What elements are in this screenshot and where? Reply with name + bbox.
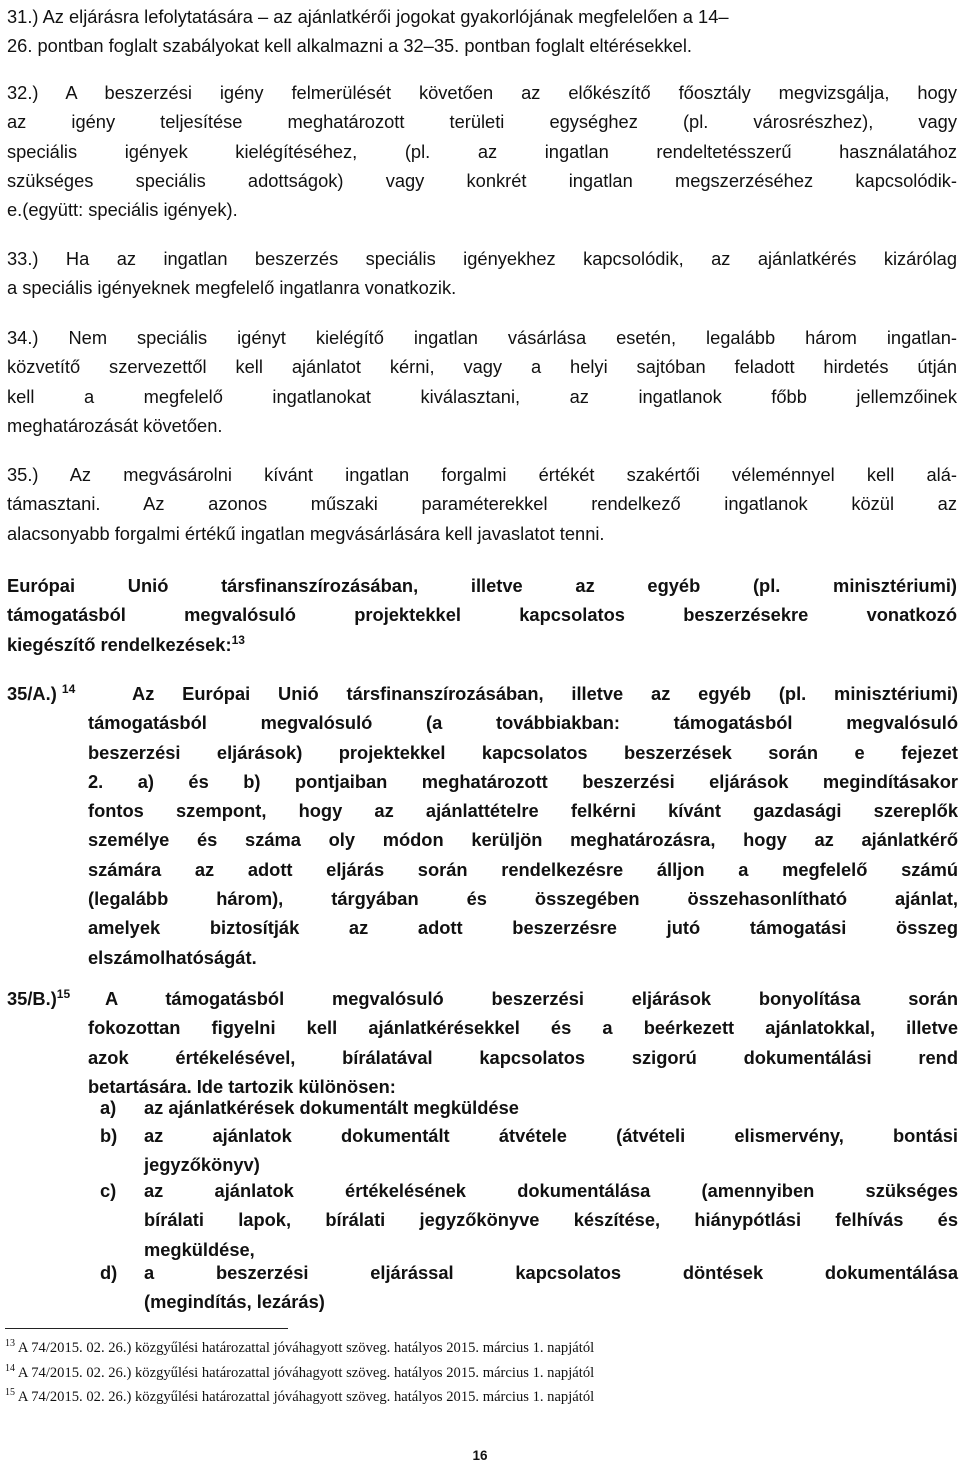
paragraph-35b	[88, 984, 958, 1101]
page-number: 16	[472, 1448, 488, 1463]
list-item-line: bírálati lapok, bírálati jegyzőkönyve készítése, hiánypótlási felhívás és	[144, 1209, 958, 1231]
paragraph-35b-line: azok értékelésével, bírálatával kapcsolatos szigorú dokumentálási rend	[88, 1046, 958, 1068]
list-item-letter: b)	[100, 1125, 118, 1146]
footnote-14	[5, 1361, 955, 1386]
list-item-line: jegyzőkönyv)	[144, 1154, 260, 1176]
section-heading-line: Európai Unió társfinanszírozásában, illetve az egyéb (pl. minisztériumi)	[7, 575, 957, 596]
paragraph-35b-line: betartására. Ide tartozik különösen:	[88, 1075, 396, 1097]
paragraph-32-line: 32.) A beszerzési igény felmerülését követően az előkészítő főosztály megvizsgálja, hogy	[7, 82, 957, 103]
paragraph-35a-line: 2. a) és b) pontjaiban meghatározott beszerzési eljárások megindításakor	[88, 770, 958, 792]
section-heading	[7, 571, 957, 659]
list-item-line: az ajánlatok dokumentált átvétele (átvételi elismervény, bontási	[144, 1125, 958, 1146]
paragraph-35a-line: támogatásból megvalósuló (a továbbiakban: támogatásból megvalósuló	[88, 712, 958, 734]
paragraph-35b-number: 35/B.)	[7, 988, 57, 1009]
paragraph-35b-label	[7, 984, 70, 1013]
paragraph-34	[7, 323, 957, 440]
list-item-line: (megindítás, lezárás)	[144, 1291, 325, 1313]
footnote-separator	[5, 1328, 288, 1329]
footnote-number: 13	[5, 1338, 15, 1350]
paragraph-35	[7, 460, 957, 548]
section-heading-text: kiegészítő rendelkezések:	[7, 633, 232, 655]
paragraph-35a-number: 35/A.)	[7, 683, 57, 704]
paragraph-35-line: alacsonyabb forgalmi értékű ingatlan megvásárlására kell javaslatot tenni.	[7, 522, 605, 544]
footnote-text: A 74/2015. 02. 26.) közgyűlési határozattal jóváhagyott szöveg. hatályos 2015. március 1. napjától	[17, 1340, 595, 1356]
paragraph-35a-line: számára az adott eljárás során rendelkezésre álljon a megfelelő számú	[88, 858, 958, 880]
paragraph-31	[7, 2, 957, 61]
paragraph-33-line: a speciális igényeknek megfelelő ingatlanra vonatkozik.	[7, 277, 457, 299]
paragraph-32-line: speciális igények kielégítéséhez, (pl. az ingatlan rendeltetésszerű használatához	[7, 140, 957, 162]
paragraph-35a-line: személye és száma oly módon kerüljön meghatározásra, hogy az ajánlatkérő	[88, 829, 958, 851]
paragraph-34-line: kell a megfelelő ingatlanokat kiválasztani, az ingatlanok főbb jellemzőinek	[7, 385, 957, 407]
paragraph-35a-line: elszámolhatóságát.	[88, 946, 257, 968]
paragraph-35a-line: amelyek biztosítják az adott beszerzésre jutó támogatási összeg	[88, 917, 958, 939]
footnote-ref-15[interactable]: 15	[56, 986, 71, 1001]
paragraph-32-line: e.(együtt: speciális igények).	[7, 199, 238, 221]
paragraph-31-line: 26. pontban foglalt szabályokat kell alkalmazni a 32–35. pontban foglalt eltérésekkel.	[7, 35, 692, 57]
footnotes	[5, 1336, 955, 1410]
list-item-letter: d)	[100, 1262, 118, 1283]
list-item-line: a beszerzési eljárással kapcsolatos döntések dokumentálása	[144, 1262, 958, 1283]
paragraph-32-line: az igény teljesítése meghatározott területi egységhez (pl. városrészhez), vagy	[7, 111, 957, 133]
paragraph-35-line: támasztani. Az azonos műszaki paraméterekkel rendelkező ingatlanok közül az	[7, 493, 957, 515]
footnote-ref-13[interactable]: 13	[231, 632, 245, 647]
paragraph-34-line: 34.) Nem speciális igényt kielégítő ingatlan vásárlása esetén, legalább három ingatlan-	[7, 327, 957, 348]
section-heading-line	[7, 630, 957, 659]
footnote-13	[5, 1336, 955, 1361]
paragraph-35b-line: A támogatásból megvalósuló beszerzési eljárások bonyolítása során	[105, 988, 958, 1009]
paragraph-35a-line: Az Európai Unió társfinanszírozásában, illetve az egyéb (pl. minisztériumi)	[132, 683, 958, 704]
paragraph-33-line: 33.) Ha az ingatlan beszerzés speciális igényekhez kapcsolódik, az ajánlatkérés kizárólag	[7, 248, 957, 269]
paragraph-35a-line: beszerzési eljárások) projektekkel kapcsolatos beszerzések során e fejezet	[88, 741, 958, 763]
footnote-number: 14	[5, 1362, 15, 1374]
paragraph-31-line: 31.) Az eljárásra lefolytatására – az ajánlatkérői jogokat gyakorlójának megfelelően a 14–	[7, 6, 729, 27]
footnote-15	[5, 1385, 955, 1410]
footnote-text: A 74/2015. 02. 26.) közgyűlési határozattal jóváhagyott szöveg. hatályos 2015. március 1. napjától	[17, 1389, 595, 1405]
list-item-line: az ajánlatkérések dokumentált megküldése	[144, 1097, 519, 1118]
paragraph-35b-line: fokozottan figyelni kell ajánlatkérésekkel és a beérkezett ajánlatokkal, illetve	[88, 1017, 958, 1039]
paragraph-34-line: meghatározását követően.	[7, 414, 223, 436]
paragraph-35a-label	[7, 679, 75, 708]
paragraph-35a	[88, 679, 958, 972]
list-item-line: az ajánlatok értékelésének dokumentálása (amennyiben szükséges	[144, 1180, 958, 1201]
paragraph-35a-line: (legalább három), tárgyában és összegében összehasonlítható ajánlat,	[88, 888, 958, 910]
paragraph-32	[7, 78, 957, 224]
list-item-letter: c)	[100, 1180, 117, 1201]
paragraph-32-line: szükséges speciális adottságok) vagy konkrét ingatlan megszerzéséhez kapcsolódik-	[7, 169, 957, 191]
list-item-line: megküldése,	[144, 1238, 255, 1260]
section-heading-line: támogatásból megvalósuló projektekkel kapcsolatos beszerzésekre vonatkozó	[7, 604, 957, 626]
paragraph-34-line: közvetítő szervezettől kell ajánlatot kérni, vagy a helyi sajtóban feladott hirdetés útján	[7, 356, 957, 378]
paragraph-35a-line: fontos szempont, hogy az ajánlattételre felkérni kívánt gazdasági szereplők	[88, 800, 958, 822]
footnote-ref-14[interactable]: 14	[61, 681, 76, 696]
paragraph-35-line: 35.) Az megvásárolni kívánt ingatlan forgalmi értékét szakértői véleménnyel kell alá-	[7, 464, 957, 485]
footnote-text: A 74/2015. 02. 26.) közgyűlési határozattal jóváhagyott szöveg. hatályos 2015. március 1. napjától	[17, 1364, 595, 1381]
footnote-number: 15	[5, 1387, 15, 1399]
paragraph-33	[7, 244, 957, 303]
list-item-letter: a)	[100, 1097, 117, 1118]
